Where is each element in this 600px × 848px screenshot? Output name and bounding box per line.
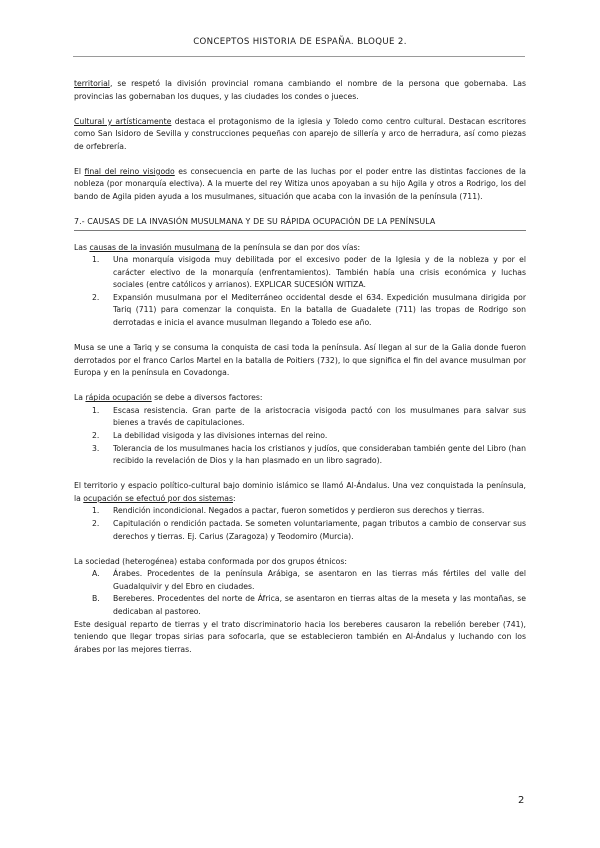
page-header: CONCEPTOS HISTORIA DE ESPAÑA. BLOQUE 2. bbox=[193, 37, 407, 47]
list-item bbox=[74, 430, 526, 443]
list-text: Tolerancia de los musulmanes hacia los cristianos y judíos, que consideraban también gente del Libro (han recibido la revelación de Dios y la han plasmado en un libro sagrado). bbox=[113, 443, 526, 466]
causes-intro bbox=[74, 242, 526, 255]
paragraph-text: , se respetó la división provincial romana cambiando el nombre de la persona que gobernaba. Las provincias las gobernaban los duques, y las ciudades los condes o jueces. bbox=[74, 79, 526, 101]
list-letter: A. bbox=[92, 569, 100, 579]
list-text: Capitulación o rendición pactada. Se someten voluntariamente, pagan tributos a cambio de conservar sus derechos y tierras. Ej. Carius (Zaragoza) y Teodomiro (Murcia). bbox=[113, 518, 526, 541]
list-item bbox=[74, 292, 526, 330]
paragraph-text: de la península se dan por dos vías: bbox=[219, 242, 361, 252]
document-body bbox=[74, 78, 526, 669]
society-list bbox=[74, 568, 526, 618]
list-number: 3. bbox=[92, 443, 100, 453]
list-item bbox=[74, 254, 526, 292]
underlined-term: causas de la invasión musulmana bbox=[89, 242, 220, 252]
underlined-term: Cultural y artísticamente bbox=[74, 116, 172, 126]
list-item bbox=[74, 518, 526, 543]
rapid-intro bbox=[74, 392, 526, 405]
underlined-term: ocupación se efectuó por dos sistemas bbox=[83, 493, 233, 503]
list-text: Rendición incondicional. Negados a pactar, fueron sometidos y perdieron sus derechos y tierras. bbox=[113, 506, 485, 516]
list-number: 2. bbox=[92, 431, 100, 441]
list-number: 2. bbox=[92, 292, 100, 302]
underlined-term: rápida ocupación bbox=[85, 393, 152, 403]
paragraph-prefix: El territorio y espacio político-cultural bajo dominio islámico se llamó Al-Ándalus. Una vez conquistada la península, la bbox=[74, 481, 526, 503]
paragraph-text: destaca el protagonismo de la iglesia y Toledo como centro cultural. Destacan escritores como San Isidoro de Sevilla y construcciones pequeñas con aparejo de sillería y arco de herradura, así como piezas de orfebrería. bbox=[74, 116, 527, 151]
list-text: Bereberes. Procedentes del norte de África, se asentaron en tierras altas de la meseta y las montañas, se dedicaban al pastoreo. bbox=[113, 594, 526, 616]
list-item bbox=[74, 593, 526, 618]
list-item bbox=[74, 405, 526, 430]
list-letter: B. bbox=[92, 594, 100, 604]
list-text: La debilidad visigoda y las divisiones internas del reino. bbox=[113, 431, 328, 441]
paragraph-final-reino bbox=[74, 166, 526, 204]
header-divider bbox=[73, 56, 525, 57]
society-intro: La sociedad (heterogénea) estaba conformada por dos grupos étnicos: bbox=[74, 556, 347, 566]
list-item bbox=[74, 505, 526, 518]
paragraph-text: es consecuencia en parte de las luchas por el poder entre las distintas facciones de la nobleza (por monarquía electiva). A la muerte del rey Witiza unos apoyaban a su hijo Agila y otros a Rodrigo, los del bando de Agila piden ayuda a los musulmanes, situación que acaba con la invasión de la península (711). bbox=[74, 166, 527, 201]
rapid-list bbox=[74, 405, 526, 468]
list-item bbox=[74, 443, 526, 468]
list-number: 1. bbox=[92, 405, 100, 415]
list-text: Una monarquía visigoda muy debilitada por el excesivo poder de la Iglesia y de la nobleza y por el carácter electivo de la monarquía (enfrentamientos). También había una crisis económica y luchas sociales (entre católicos y arrianos). EXPLICAR SUCESIÓN WITIZA. bbox=[113, 255, 526, 290]
paragraph-text: : bbox=[233, 493, 236, 503]
paragraph-cultural bbox=[74, 116, 526, 154]
paragraph-musa: Musa se une a Tariq y se consuma la conquista de casi toda la península. Así llegan al sur de la Galia donde fueron derrotados por el franco Carlos Martel en la batalla de Poitiers (732), lo que significa el fin del avance musulman por Europa y en la península en Covadonga. bbox=[74, 343, 526, 378]
list-text: Árabes. Procedentes de la península Arábiga, se asentaron en las tierras más fértiles del valle del Guadalquivir y del Ebro en ciudades. bbox=[113, 569, 526, 591]
underlined-term: final del reino visigodo bbox=[84, 166, 175, 176]
paragraph-prefix: La bbox=[74, 393, 86, 403]
list-number: 2. bbox=[92, 518, 100, 528]
section-heading: 7.- CAUSAS DE LA INVASIÓN MUSULMANA Y DE SU RÁPIDA OCUPACIÓN DE LA PENÍNSULA bbox=[74, 216, 526, 231]
list-number: 1. bbox=[92, 255, 100, 265]
occupation-list bbox=[74, 505, 526, 543]
paragraph-territorial bbox=[74, 78, 526, 103]
andalus-intro bbox=[74, 480, 526, 505]
list-number: 1. bbox=[92, 506, 100, 516]
list-text: Expansión musulmana por el Mediterráneo occidental desde el 634. Expedición musulmana dirigida por Tariq (711) para comenzar la conquista. En la batalla de Guadalete (711) las tropas de Rodrigo son derrotadas e inicia el avance musulman llegando a Toledo ese año. bbox=[113, 292, 526, 328]
causes-list bbox=[74, 254, 526, 330]
paragraph-prefix: Las bbox=[74, 242, 90, 252]
paragraph-rebellion: Este desigual reparto de tierras y el trato discriminatorio hacia los bereberes causaron la rebelión bereber (741), teniendo que llegar tropas sirias para sofocarla, que se establecieron también en Al-Ándalus y luchando con los árabes por las mejores tierras. bbox=[74, 619, 526, 654]
underlined-term: territorial bbox=[74, 79, 110, 88]
paragraph-text: se debe a diversos factores: bbox=[151, 393, 263, 403]
page-number: 2 bbox=[518, 795, 525, 806]
paragraph-prefix: El bbox=[74, 166, 85, 176]
list-text: Escasa resistencia. Gran parte de la aristocracia visigoda pactó con los musulmanes para salvar sus bienes a través de capitulaciones. bbox=[113, 405, 526, 428]
list-item bbox=[74, 568, 526, 593]
